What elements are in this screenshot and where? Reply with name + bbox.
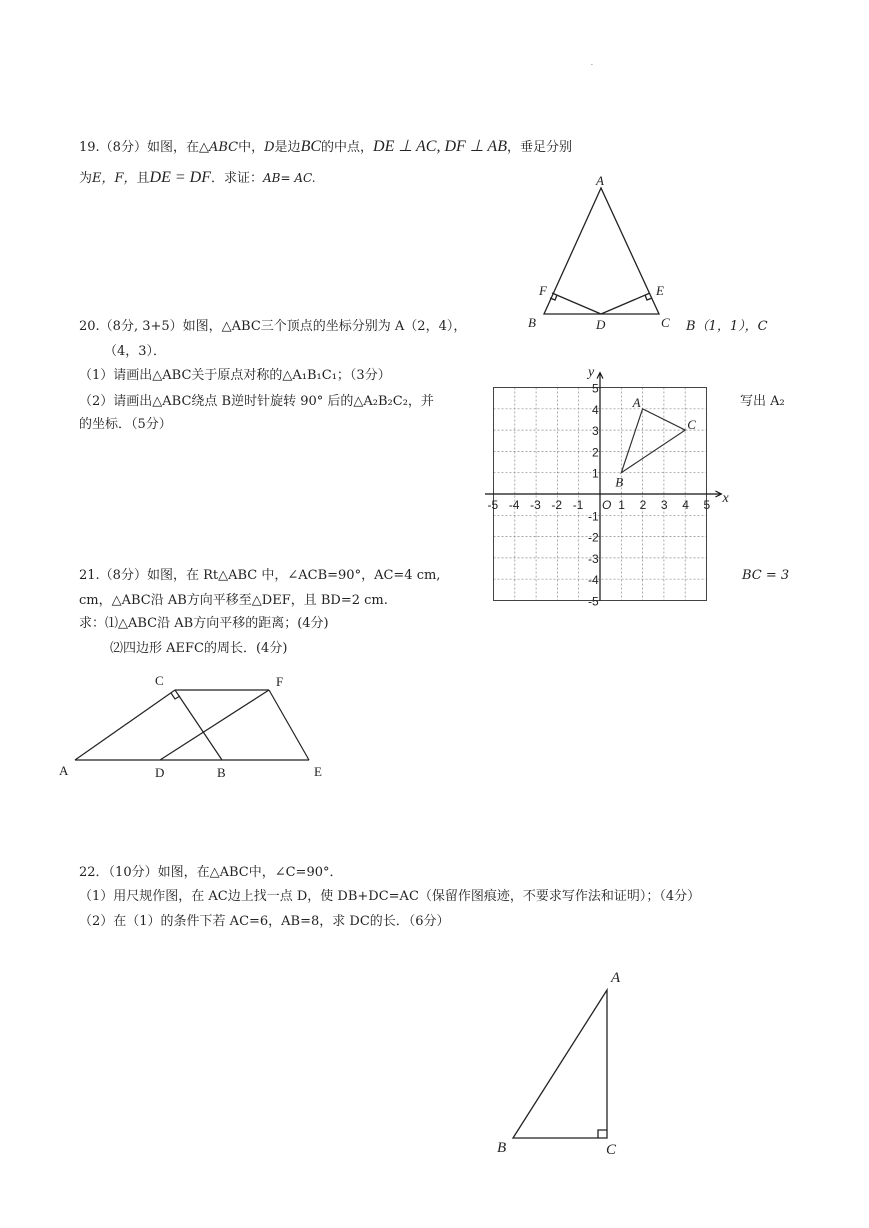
- q19-goal: AB= AC.: [263, 171, 316, 185]
- q21-label-b: B: [217, 765, 226, 780]
- q19-line2: [79, 170, 316, 187]
- q20-sub2-right: 写出 A₂: [740, 394, 785, 409]
- point-label-a: A: [632, 394, 641, 410]
- q22-sub1: （1）用尺规作图，在 AC边上找一点 D，使 DB+DC=AC（保留作图痕迹，不要求写作法和证明）；（4分）: [79, 889, 701, 904]
- x-tick-label: 4: [682, 498, 689, 512]
- y-tick-label: -2: [588, 530, 599, 545]
- y-tick-label: 3: [592, 424, 599, 439]
- grid-border: [494, 388, 707, 601]
- x-axis-label: x: [722, 491, 729, 506]
- y-tick-label: 4: [592, 402, 599, 417]
- x-tick-label: -4: [508, 498, 520, 512]
- q20-sub1: （1）请画出△ABC关于原点对称的△A₁B₁C₁；（3分）: [79, 368, 391, 383]
- q21-label-c: C: [155, 673, 164, 688]
- q19-label-d: D: [596, 317, 606, 332]
- q19-text2-a: 为: [79, 171, 93, 186]
- q21-label-a: A: [59, 763, 69, 778]
- q19-text-a: 19.（8分）如图，在△: [79, 140, 209, 155]
- q22-label-b: B: [497, 1140, 507, 1156]
- q19-d: D: [264, 140, 275, 155]
- y-tick-label: 2: [592, 445, 599, 460]
- x-tick-label: -5: [487, 498, 499, 512]
- q19-label-e: E: [656, 283, 664, 298]
- q20-sub2: （2）请画出△ABC绕点 B逆时针旋转 90° 后的△A₂B₂C₂，并: [79, 394, 434, 409]
- q20-line1-right: B（1，1），C: [686, 319, 768, 334]
- q21-line3: 求：⑴△ABC沿 AB方向平移的距离；(4分): [79, 616, 329, 631]
- q21-line1-right: BC = 3: [742, 568, 790, 583]
- q21-line1: 21.（8分）如图，在 Rt△ABC 中，∠ACB=90°，AC=4 cm,: [79, 568, 441, 583]
- q19-ef: E，F，: [92, 171, 137, 186]
- q19-abc: ABC: [208, 140, 239, 155]
- y-tick-label: 1: [592, 466, 599, 481]
- x-axis-arrow: [715, 491, 721, 497]
- y-axis-label: y: [588, 364, 595, 380]
- q22-line1: 22．（10分）如图，在△ABC中，∠C=90°．: [79, 865, 343, 880]
- q20-line2: （4，3）．: [104, 344, 167, 359]
- x-tick-label: 5: [703, 498, 711, 512]
- x-tick-label: 2: [639, 498, 647, 512]
- x-tick-label: 1: [618, 498, 625, 512]
- x-tick-label: -1: [572, 498, 584, 512]
- q20-line1: 20.（8分, 3+5）如图，△ABC三个顶点的坐标分别为 A（2，4），: [79, 319, 467, 334]
- q19-text2-c: ．求证：: [211, 171, 264, 186]
- q19-equality: DE = DF: [149, 169, 211, 186]
- y-tick-label: -1: [588, 509, 599, 524]
- q19-text-e: 的中点，: [321, 140, 374, 155]
- q19-line1: [79, 139, 572, 156]
- q19-text-b: 中，: [238, 140, 265, 155]
- y-tick-label: 5: [592, 381, 599, 396]
- q19-bc: BC: [300, 138, 322, 155]
- y-tick-label: -3: [588, 551, 599, 566]
- q19-text2-b: 且: [136, 171, 150, 186]
- q19-text-f: ，垂足分别: [506, 140, 572, 155]
- q21-line4: ⑵四边形 AEFC的周长．(4分): [110, 641, 288, 656]
- q21-label-d: D: [155, 765, 165, 780]
- x-tick-label: 3: [660, 498, 668, 512]
- q22-sub2: （2）在（1）的条件下若 AC=6，AB=8，求 DC的长．（6分）: [79, 914, 450, 929]
- q21-label-e: E: [314, 764, 322, 779]
- q19-text-c: 是边: [274, 140, 301, 155]
- q21-label-f: F: [276, 674, 284, 689]
- q20-sub2-cont: 的坐标．（5分）: [79, 417, 172, 432]
- point-label-b: B: [615, 474, 624, 490]
- x-tick-label: O: [602, 498, 612, 512]
- point-label-c: C: [687, 417, 696, 433]
- q19-label-c: C: [661, 315, 670, 330]
- q22-label-c: C: [606, 1142, 617, 1158]
- triangle-abc: [621, 409, 685, 473]
- x-tick-label: -3: [530, 498, 541, 512]
- y-tick-label: -4: [588, 573, 599, 588]
- x-tick-label: -2: [551, 498, 563, 512]
- q22-label-a: A: [611, 970, 621, 986]
- header-dot: ·: [591, 62, 593, 69]
- y-tick-label: -5: [588, 594, 599, 609]
- q21-line2: cm，△ABC沿 AB方向平移至△DEF，且 BD=2 cm.: [79, 593, 388, 608]
- q19-label-f: F: [539, 283, 547, 298]
- q19-label-b: B: [528, 315, 536, 330]
- q19-condition: DE ⊥ AC, DF ⊥ AB: [373, 138, 507, 155]
- y-axis-arrow: [597, 373, 603, 379]
- q19-label-a: A: [596, 173, 604, 188]
